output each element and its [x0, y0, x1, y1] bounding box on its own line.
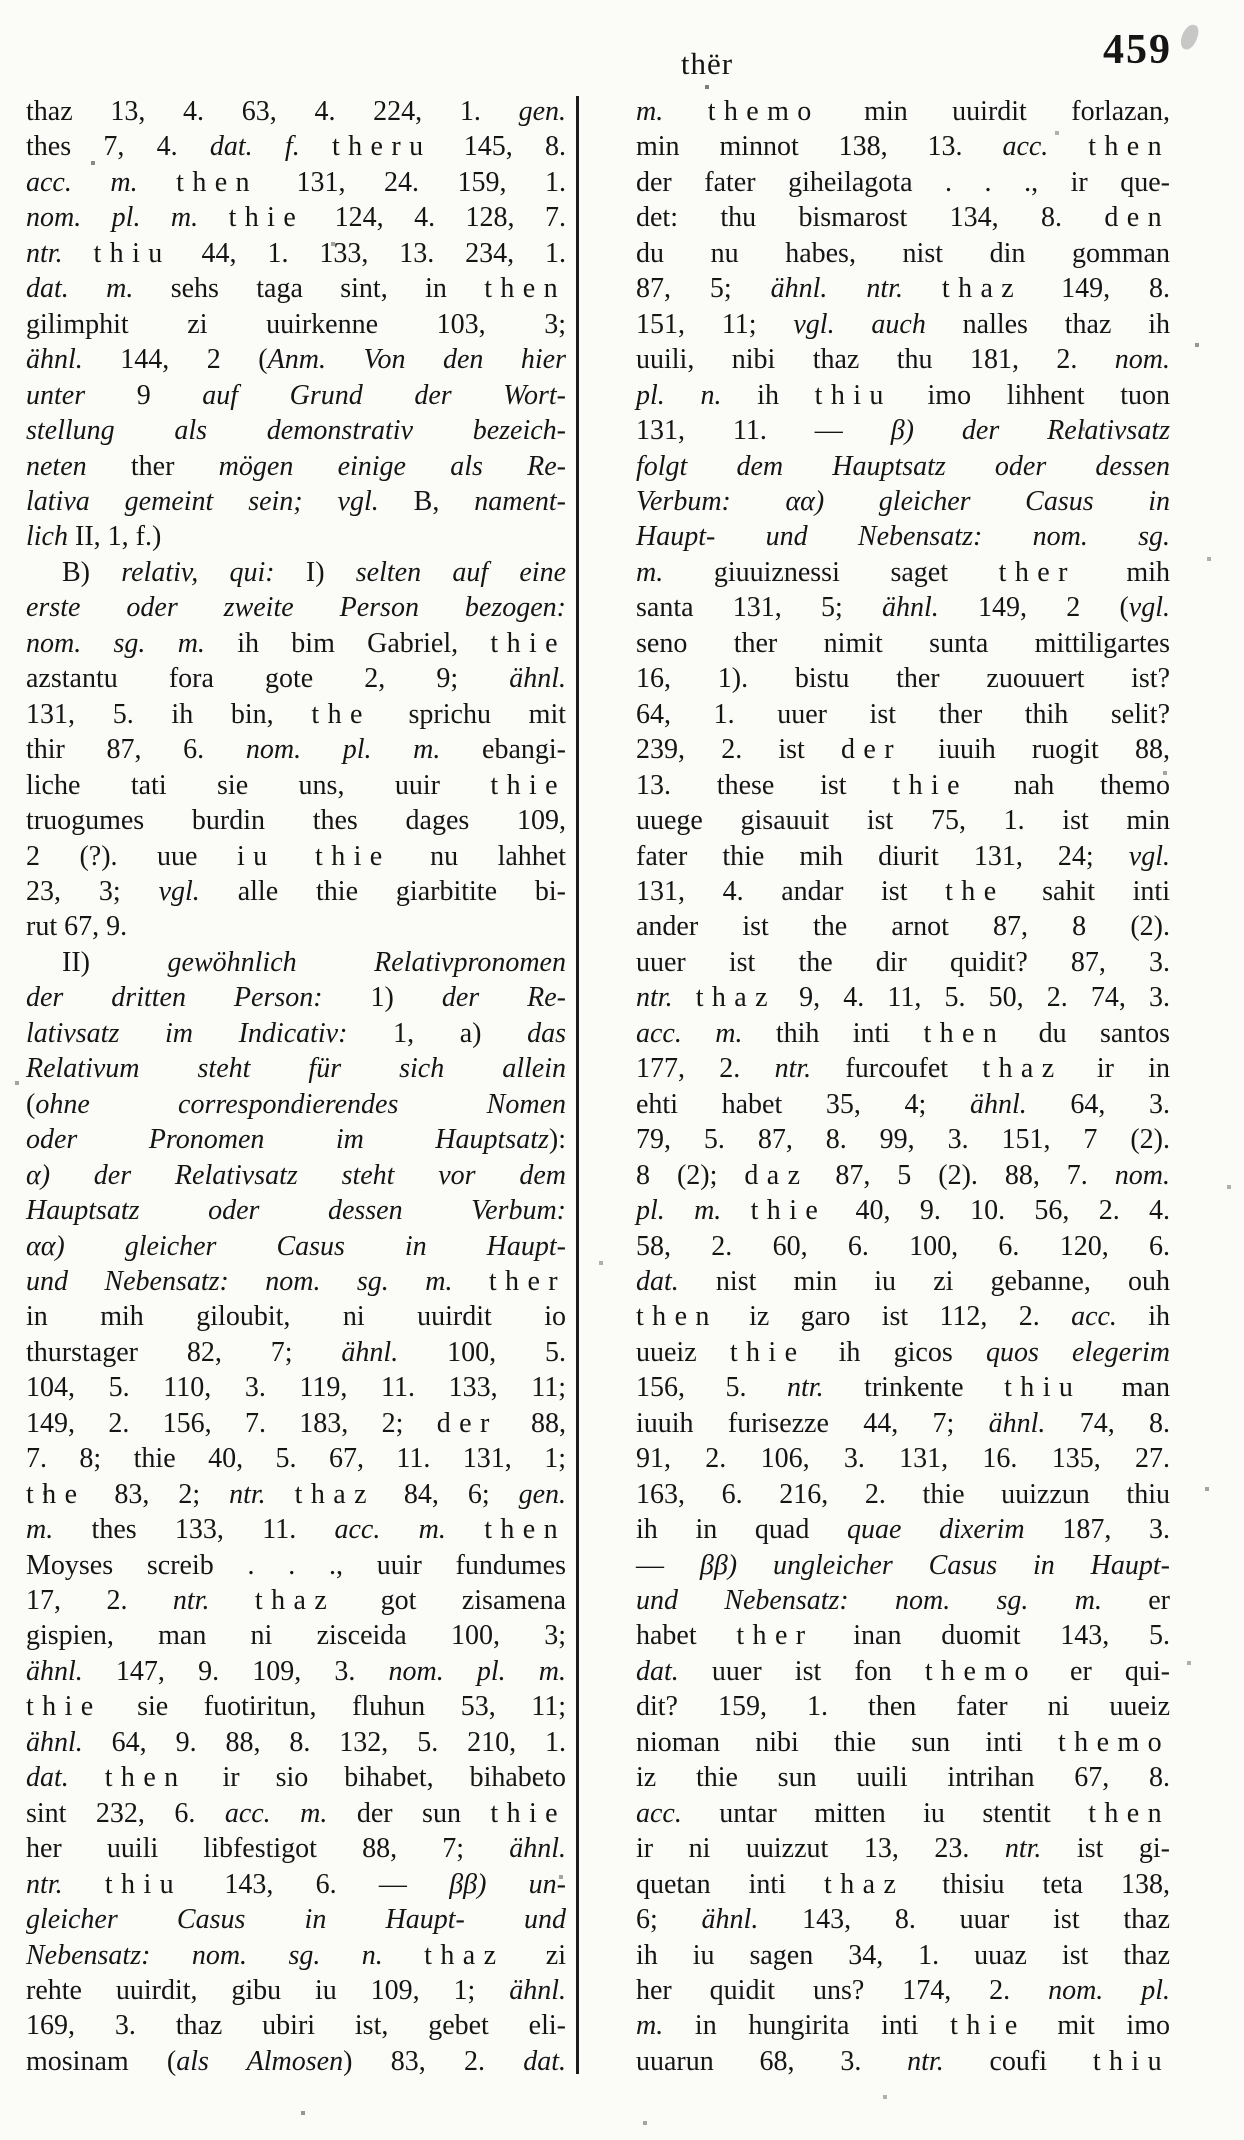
right-column [636, 94, 1170, 2079]
text-line: iz thie sun uuili intrihan 67, 8. [636, 1762, 1170, 1794]
text-line: dat. m. sehs taga sint, in then [26, 273, 567, 305]
text-line: thie sie fuotiritun, fluhun 53, 11; [26, 1691, 566, 1723]
text-line: ntr. thiu 44, 1. 133, 13. 234, 1. [26, 237, 567, 269]
text-line: m. themo min uuirdit forlazan, [636, 96, 1171, 127]
text-line: α) der Relativsatz steht vor dem [26, 1159, 566, 1191]
text-line: m. giuuiznessi saget ther mih [636, 556, 1170, 588]
text-line: pl. n. ih thiu imo lihhent tuon [636, 379, 1171, 411]
text-line: ähnl. 144, 2 (Anm. Von den hier [26, 344, 566, 376]
text-line: II) gewöhnlich Relativpronomen [62, 946, 566, 978]
text-line: 131, 11. — β) der Relativsatz [636, 415, 1170, 447]
text-line: 6; ähnl. 143, 8. uuar ist thaz [636, 1904, 1170, 1936]
text-line: ir ni uuizzut 13, 23. ntr. ist gi- [636, 1833, 1170, 1865]
text-line: lativsatz im Indicativ: 1, a) das [26, 1017, 566, 1049]
text-line: 16, 1). bistu ther zuouuert ist? [636, 663, 1170, 695]
text-line: uuege gisauuit ist 75, 1. ist min [636, 805, 1170, 837]
text-line: 23, 3; vgl. alle thie giarbitite bi- [26, 875, 566, 907]
text-line: 239, 2. ist der iuuih ruogit 88, [636, 734, 1170, 766]
text-line: folgt dem Hauptsatz oder dessen [636, 450, 1170, 482]
text-line: thir 87, 6. nom. pl. m. ebangi- [26, 734, 566, 766]
text-line: habet ther inan duomit 143, 5. [636, 1620, 1170, 1652]
scan-noise-specks [0, 0, 2, 2]
text-line: gilimphit zi uuirkenne 103, 3; [26, 308, 566, 340]
text-line: nom. sg. m. ih bim Gabriel, thie [26, 627, 567, 659]
text-line: Relativum steht für sich allein [26, 1053, 566, 1085]
text-line: uuarun 68, 3. ntr. coufi thiu [636, 2045, 1170, 2077]
text-line: gispien, man ni zisceida 100, 3; [26, 1620, 566, 1652]
text-line: mosinam (als Almosen) 83, 2. dat. [26, 2045, 566, 2077]
text-line: ntr. thiu 143, 6. — ββ) un- [26, 1868, 567, 1900]
text-line: m. thes 133, 11. acc. m. then [26, 1514, 567, 1546]
left-column-lines [26, 94, 566, 2079]
text-line: neten ther mögen einige als Re- [26, 450, 567, 482]
text-line: dat. nist min iu zi gebanne, ouh [636, 1265, 1170, 1297]
text-line: unter 9 auf Grund der Wort- [26, 379, 566, 411]
text-line: ähnl. 64, 9. 88, 8. 132, 5. 210, 1. [26, 1726, 566, 1758]
text-line: Moyses screib . . ., uuir fundumes [26, 1549, 566, 1581]
text-line: 163, 6. 216, 2. thie uuizzun thiu [636, 1478, 1170, 1510]
text-line: uuili, nibi thaz thu 181, 2. nom. [636, 344, 1170, 376]
text-line: ih in quad quae dixerim 187, 3. [636, 1514, 1170, 1546]
text-line: Nebensatz: nom. sg. n. thaz zi [26, 1939, 567, 1971]
text-line: dit? 159, 1. then fater ni uueiz [636, 1691, 1170, 1723]
right-column-lines [636, 94, 1170, 2079]
text-line: — ββ) ungleicher Casus in Haupt- [636, 1549, 1171, 1581]
text-line: rut 67, 9. [26, 911, 128, 943]
text-line: 131, 5. ih bin, the sprichu mit [26, 698, 567, 730]
text-line: der fater giheilagota . . ., ir que- [636, 166, 1170, 198]
text-line: 156, 5. ntr. trinkente thiu man [636, 1372, 1170, 1404]
text-line: αα) gleicher Casus in Haupt- [26, 1230, 566, 1262]
text-line: und Nebensatz: nom. sg. m. ther [26, 1265, 567, 1297]
text-line: acc. m. then 131, 24. 159, 1. [26, 166, 567, 198]
text-line: truogumes burdin thes dages 109, [26, 805, 566, 837]
text-line: thes 7, 4. dat. f. theru 145, 8. [26, 131, 567, 163]
text-line: 58, 2. 60, 6. 100, 6. 120, 6. [636, 1230, 1170, 1262]
text-line: 79, 5. 87, 8. 99, 3. 151, 7 (2). [636, 1124, 1170, 1156]
text-line: m. in hungirita inti thie mit imo [636, 2010, 1170, 2042]
text-line: uueiz thie ih gicos quos elegerim [636, 1336, 1170, 1368]
text-line: in mih giloubit, ni uuirdit io [26, 1301, 566, 1333]
text-line: azstantu fora gote 2, 9; ähnl. [26, 663, 566, 695]
text-line: 87, 5; ähnl. ntr. thaz 149, 8. [636, 273, 1171, 305]
text-line: und Nebensatz: nom. sg. m. er [636, 1585, 1170, 1617]
text-line: dat. then ir sio bihabet, bihabeto [26, 1762, 567, 1794]
text-line: lich II, 1, f.) [26, 521, 162, 553]
text-line: nioman nibi thie sun inti themo [636, 1726, 1170, 1758]
text-line: santa 131, 5; ähnl. 149, 2 (vgl. [636, 592, 1171, 624]
page-number: 459 [1103, 27, 1172, 73]
text-line: her uuili libfestigot 88, 7; ähnl. [26, 1833, 566, 1865]
text-line: dat. uuer ist fon themo er qui- [636, 1655, 1171, 1687]
text-line: acc. m. thih inti then du santos [636, 1017, 1170, 1049]
text-line: du nu habes, nist din gomman [636, 237, 1170, 269]
text-line: rehte uuirdit, gibu iu 109, 1; ähnl. [26, 1975, 566, 2007]
text-line: ehti habet 35, 4; ähnl. 64, 3. [636, 1088, 1171, 1120]
text-line: 131, 4. andar ist the sahit inti [636, 875, 1170, 907]
text-line: 13. these ist thie nah themo [636, 769, 1170, 801]
text-line: 8 (2); daz 87, 5 (2). 88, 7. nom. [636, 1159, 1170, 1191]
text-line: 169, 3. thaz ubiri ist, gebet eli- [26, 2010, 566, 2042]
text-line: quetan inti thaz thisiu teta 138, [636, 1868, 1170, 1900]
text-line: erste oder zweite Person bezogen: [26, 592, 566, 624]
text-line: 104, 5. 110, 3. 119, 11. 133, 11; [26, 1372, 566, 1404]
text-line: liche tati sie uns, uuir thie [26, 769, 566, 801]
text-line: 151, 11; vgl. auch nalles thaz ih [636, 308, 1170, 340]
text-line: lativa gemeint sein; vgl. B, nament- [26, 485, 566, 517]
scan-smudge-artifact [1178, 22, 1200, 51]
text-line: iuuih furisezze 44, 7; ähnl. 74, 8. [636, 1407, 1171, 1439]
text-line: min minnot 138, 13. acc. then [636, 131, 1170, 163]
text-line: ntr. thaz 9, 4. 11, 5. 50, 2. 74, 3. [636, 982, 1170, 1014]
left-column [26, 94, 566, 2079]
text-line: 91, 2. 106, 3. 131, 16. 135, 27. [636, 1443, 1170, 1475]
text-line: ähnl. 147, 9. 109, 3. nom. pl. m. [26, 1655, 566, 1687]
text-line: the 83, 2; ntr. thaz 84, 6; gen. [26, 1478, 567, 1510]
text-line: 7. 8; thie 40, 5. 67, 11. 131, 1; [26, 1443, 566, 1475]
text-line: thurstager 82, 7; ähnl. 100, 5. [26, 1336, 566, 1368]
text-line: B) relativ, qui: I) selten auf eine [62, 556, 567, 588]
text-line: 2 (?). uue iu thie nu lahhet [26, 840, 566, 872]
text-line: fater thie mih diurit 131, 24; vgl. [636, 840, 1170, 872]
text-line: der dritten Person: 1) der Re- [26, 982, 566, 1014]
text-line: oder Pronomen im Hauptsatz): [26, 1124, 566, 1156]
text-line: Hauptsatz oder dessen Verbum: [26, 1195, 566, 1227]
text-line: pl. m. thie 40, 9. 10. 56, 2. 4. [636, 1195, 1171, 1227]
text-line: her quidit uns? 174, 2. nom. pl. [636, 1975, 1170, 2007]
text-line: then iz garo ist 112, 2. acc. ih [636, 1301, 1171, 1333]
text-line: gleicher Casus in Haupt- und [26, 1904, 566, 1936]
text-line: stellung als demonstrativ bezeich- [26, 415, 566, 447]
text-line: thaz 13, 4. 63, 4. 224, 1. gen. [26, 96, 566, 127]
running-header-keyword: thër [680, 46, 734, 81]
text-line: det: thu bismarost 134, 8. den [636, 202, 1170, 234]
text-line: 17, 2. ntr. thaz got zisamena [26, 1585, 567, 1617]
text-line: seno ther nimit sunta mittiligartes [636, 627, 1170, 659]
text-line: 177, 2. ntr. furcoufet thaz ir in [636, 1053, 1171, 1085]
text-line: 149, 2. 156, 7. 183, 2; der 88, [26, 1407, 567, 1439]
text-line: sint 232, 6. acc. m. der sun thie [26, 1797, 566, 1829]
text-line: nom. pl. m. thie 124, 4. 128, 7. [26, 202, 566, 234]
text-line: 64, 1. uuer ist ther thih selit? [636, 698, 1170, 730]
text-line: Verbum: αα) gleicher Casus in [636, 485, 1170, 517]
text-line: ih iu sagen 34, 1. uuaz ist thaz [636, 1939, 1170, 1971]
column-divider-rule [576, 96, 579, 2074]
text-line: (ohne correspondierendes Nomen [26, 1088, 566, 1120]
text-line: ander ist the arnot 87, 8 (2). [636, 911, 1170, 943]
text-line: acc. untar mitten iu stentit then [636, 1797, 1170, 1829]
text-line: Haupt- und Nebensatz: nom. sg. [636, 521, 1170, 553]
text-line: uuer ist the dir quidit? 87, 3. [636, 946, 1170, 978]
